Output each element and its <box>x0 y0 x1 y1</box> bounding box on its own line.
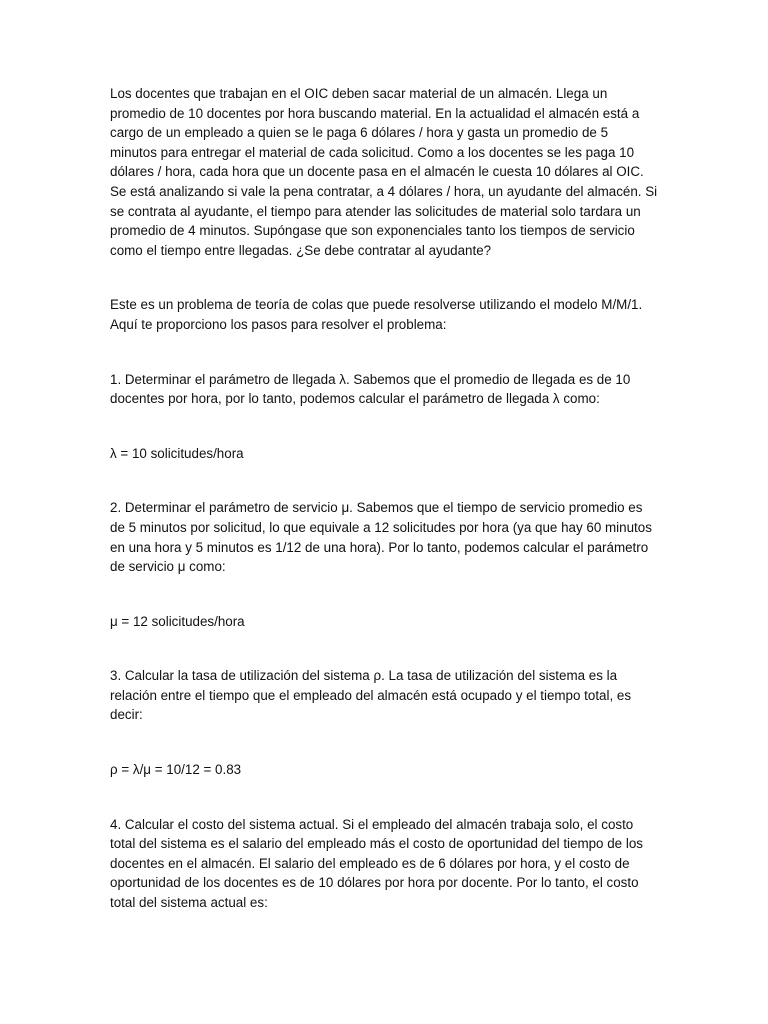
solution-intro: Este es un problema de teoría de colas que puede resolverse utilizando el modelo M/M/1. Aquí te proporciono los pasos para resolver el problema: <box>110 297 643 332</box>
formula-lambda: λ = 10 solicitudes/hora <box>110 445 244 461</box>
formula-rho: ρ = λ/μ = 10/12 = 0.83 <box>110 762 242 778</box>
problem-statement: Los docentes que trabajan en el OIC deben sacar material de un almacén. Llega un promedio de 10 docentes por hora buscando material. En la actualidad el almacén está a cargo de un empleado a quien se le paga 6 dólares / hora y gasta un promedio de 5 minutos para entregar el material de cada solicitud. Como a los docentes se les paga 10 dólares / hora, cada hora que un docente pasa en el almacén le cuesta 10 dólares al OIC. Se está analizando si vale la pena contratar, a 4 dólares / hora, un ayudante del almacén. Si se contrata al ayudante, el tiempo para atender las solicitudes de material solo tardara un promedio de 4 minutos. Supóngase que son exponenciales tanto los tiempos de servicio como el tiempo entre llegadas. ¿Se debe contratar al ayudante? <box>110 86 658 258</box>
step-4-current-system-cost: 4. Calcular el costo del sistema actual. Si el empleado del almacén trabaja solo, el costo total del sistema es el salario del empleado más el costo de oportunidad del tiempo de los docentes en el almacén. El salario del empleado es de 6 dólares por hora, y el costo de oportunidad de los docentes es de 10 dólares por hora por docente. Por lo tanto, el costo total del sistema actual es: <box>110 816 643 911</box>
step-1-arrival-parameter: 1. Determinar el parámetro de llegada λ. Sabemos que el promedio de llegada es de 10 docentes por hora, por lo tanto, podemos calcular el parámetro de llegada λ como: <box>110 371 631 407</box>
document-body <box>110 84 658 948</box>
step-3-utilization-rate: 3. Calcular la tasa de utilización del sistema ρ. La tasa de utilización del sistema es la relación entre el tiempo que el empleado del almacén está ocupado y el tiempo total, es decir: <box>110 668 632 723</box>
step-2-service-parameter: 2. Determinar el parámetro de servicio μ. Sabemos que el tiempo de servicio promedio es de 5 minutos por solicitud, lo que equivale a 12 solicitudes por hora (ya que hay 60 minutos en una hora y 5 minutos es 1/12 de una hora). Por lo tanto, podemos calcular el parámetro de servicio μ como: <box>110 500 652 575</box>
formula-mu: μ = 12 solicitudes/hora <box>110 613 245 629</box>
